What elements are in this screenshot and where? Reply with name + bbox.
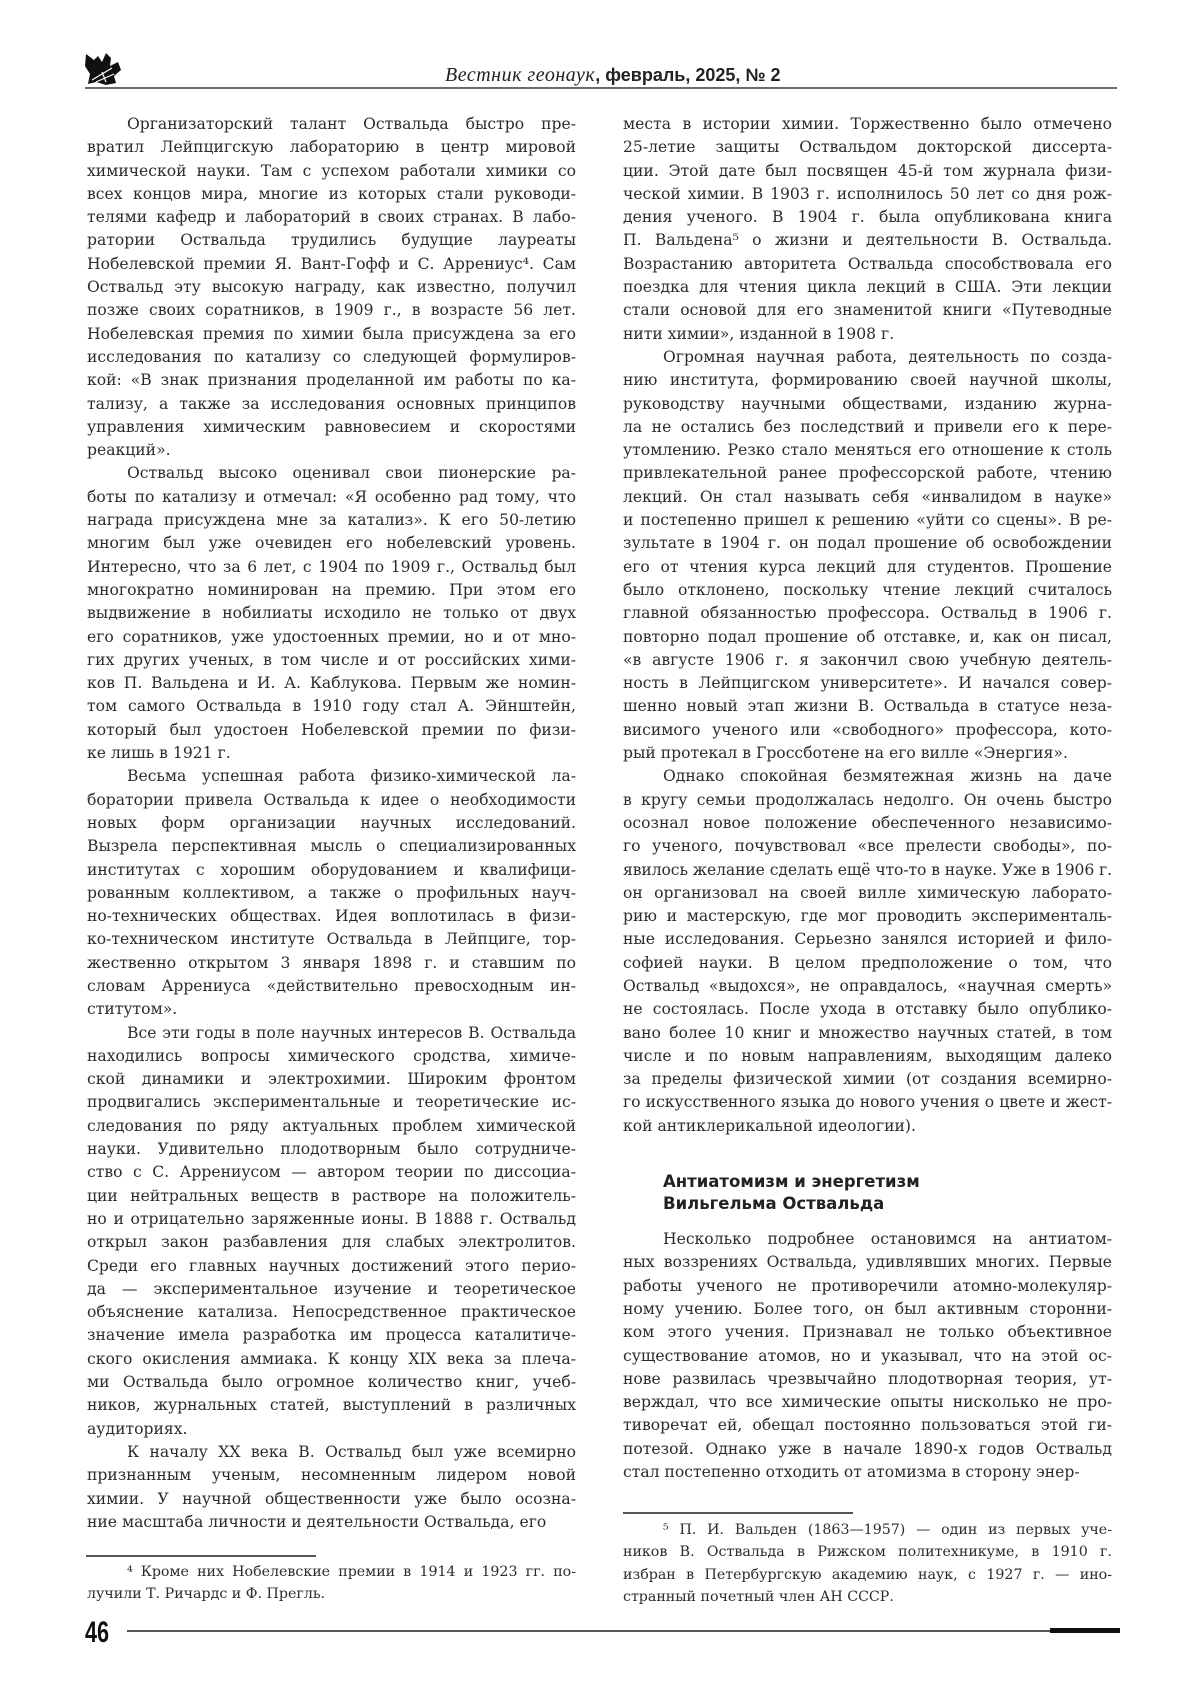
text-line: позже своих соратников, в 1909 г., в возрасте 56 лет. <box>87 299 576 322</box>
footnote-5 <box>623 1519 1112 1609</box>
text-line: Нобелевская премия по химии была присуждена за его <box>87 323 576 346</box>
text-line: значение имела разработка им процесса каталитиче- <box>87 1324 576 1347</box>
text-line: рый протекал в Гроссботене на его вилле «Энергия». <box>623 742 1112 765</box>
text-line: «в августе 1906 г. я закончил свою учебную деятель- <box>623 649 1112 672</box>
text-line: зультате в 1904 г. он подал прошение об освобождении <box>623 532 1112 555</box>
text-line: стал постепенно отходить от атомизма в сторону энер- <box>623 1461 1112 1484</box>
text-line: тализу, а также за исследования основных принципов <box>87 393 576 416</box>
text-line: объяснение катализа. Непосредственное практическое <box>87 1301 576 1324</box>
paragraph <box>87 462 576 765</box>
text-line: словам Аррениуса «действительно превосходным ин- <box>87 975 576 998</box>
text-line: Организаторский талант Оствальда быстро пре- <box>87 113 576 136</box>
text-line: в кругу семьи продолжалась недолго. Он очень быстро <box>623 789 1112 812</box>
text-line: ство с С. Аррениусом — автором теории по диссоциа- <box>87 1161 576 1184</box>
text-line: Несколько подробнее остановимся на антиатом- <box>623 1228 1112 1251</box>
text-line: многократно номинирован на премию. При этом его <box>87 579 576 602</box>
text-line: Оствальд эту высокую награду, как известно, получил <box>87 276 576 299</box>
text-line: институтах с хорошим оборудованием и квалифици- <box>87 859 576 882</box>
text-line: го ученого, почувствовал «все прелести свободы», по- <box>623 835 1112 858</box>
section-heading-line: Антиатомизм и энергетизм <box>663 1171 1112 1193</box>
text-line: ков П. Вальдена и И. А. Каблукова. Первым же номин- <box>87 672 576 695</box>
text-line: верждал, что все химические опыты нисколько не про- <box>623 1391 1112 1414</box>
text-line: лучили Т. Ричардс и Ф. Прегль. <box>87 1583 576 1605</box>
text-line: Интересно, что за 6 лет, с 1904 по 1909 г., Оствальд был <box>87 556 576 579</box>
text-line: признанным ученым, несомненным лидером новой <box>87 1464 576 1487</box>
text-line: Огромная научная работа, деятельность по созда- <box>623 346 1112 369</box>
text-line: ных воззрениях Оствальда, удивлявших многих. Первые <box>623 1251 1112 1274</box>
text-line: том самого Оствальда в 1910 году стал А. Эйнштейн, <box>87 695 576 718</box>
text-line: новых форм организации научных исследований. <box>87 812 576 835</box>
section-heading-line: Вильгельма Оствальда <box>663 1193 1112 1215</box>
paragraph <box>623 113 1112 346</box>
text-line: висимого ученого или «свободного» профессора, кото- <box>623 719 1112 742</box>
text-line: Вызрела перспективная мысль о специализированных <box>87 835 576 858</box>
text-line: боратории привела Оствальда к идее о необходимости <box>87 789 576 812</box>
text-line: Среди его главных научных достижений этого перио- <box>87 1255 576 1278</box>
text-line: поездка для чтения цикла лекций в США. Эти лекции <box>623 276 1112 299</box>
text-line: ке лишь в 1921 г. <box>87 742 576 765</box>
text-line: дения ученого. В 1904 г. была опубликована книга <box>623 206 1112 229</box>
text-line: кой: «В знак признания проделанной им работы по ка- <box>87 369 576 392</box>
text-line: ции. Этой дате был посвящен 45-й том журнала физи- <box>623 160 1112 183</box>
text-line: ститутом». <box>87 998 576 1021</box>
right-column <box>623 113 1112 1484</box>
text-line: 25-летие защиты Оствальдом докторской диссерта- <box>623 136 1112 159</box>
text-line: повторно подал прошение об отставке, и, как он писал, <box>623 626 1112 649</box>
text-line: ческой химии. В 1903 г. исполнилось 50 лет со дня рож- <box>623 183 1112 206</box>
text-line: Все эти годы в поле научных интересов В. Оствальда <box>87 1022 576 1045</box>
text-line: реакций». <box>87 439 576 462</box>
text-line: выдвижение в нобилиаты исходило не только от двух <box>87 602 576 625</box>
text-line: лекций. Он стал называть себя «инвалидом в науке» <box>623 486 1112 509</box>
text-line: аудиториях. <box>87 1418 576 1441</box>
text-line: работы ученого не противоречили атомно-молекуляр- <box>623 1275 1112 1298</box>
text-line: ников В. Оствальда в Рижском политехникуме, в 1910 г. <box>623 1541 1112 1563</box>
text-line: ской динамики и электрохимии. Широким фронтом <box>87 1068 576 1091</box>
text-line: софией науки. В целом предположение о том, что <box>623 952 1112 975</box>
text-line: находились вопросы химического сродства, химиче- <box>87 1045 576 1068</box>
text-line: ко-техническом институте Оствальда в Лейпциге, тор- <box>87 928 576 951</box>
paragraph <box>623 1228 1112 1484</box>
text-line: шенно новый этап жизни В. Оствальда в статусе неза- <box>623 695 1112 718</box>
text-line: ского окисления аммиака. К концу XIX века за плеча- <box>87 1348 576 1371</box>
text-line: не состоялась. После ухода в отставку было опублико- <box>623 998 1112 1021</box>
text-line: химической науки. Там с успехом работали химики со <box>87 160 576 183</box>
text-line: ников, журнальных статей, выступлений в различных <box>87 1394 576 1417</box>
text-line: награда присуждена мне за катализ». К его 50-летию <box>87 509 576 532</box>
text-line: многим был уже очевиден его нобелевский уровень. <box>87 532 576 555</box>
text-line: ратории Оствальда трудились будущие лауреаты <box>87 229 576 252</box>
text-line: было отклонено, поскольку чтение лекций считалось <box>623 579 1112 602</box>
paragraph <box>623 346 1112 765</box>
text-line: он организовал на своей вилле химическую лаборато- <box>623 882 1112 905</box>
running-header <box>445 64 780 87</box>
header-rule <box>85 87 1117 89</box>
text-line: руководству научными обществами, изданию журна- <box>623 393 1112 416</box>
text-line: ному учению. Более того, он был активным сторонни- <box>623 1298 1112 1321</box>
text-line: за пределы физической химии (от создания всемирно- <box>623 1068 1112 1091</box>
text-line: его от чтения курса лекций для студентов. Прошение <box>623 556 1112 579</box>
footnote-4 <box>87 1561 576 1606</box>
text-line: ции нейтральных веществ в растворе на положитель- <box>87 1185 576 1208</box>
text-line: боты по катализу и отмечал: «Я особенно рад тому, что <box>87 486 576 509</box>
text-line: ⁴ Кроме них Нобелевские премии в 1914 и 1923 гг. по- <box>87 1561 576 1583</box>
text-line: управления химическим равновесием и скоростями <box>87 416 576 439</box>
text-line: кой антиклерикальной идеологии). <box>623 1115 1112 1138</box>
footnote-separator <box>623 1512 853 1514</box>
text-line: ла не остались без последствий и привели его к пере- <box>623 416 1112 439</box>
text-line: Нобелевской премии Я. Вант-Гофф и С. Аррениус⁴. Сам <box>87 253 576 276</box>
text-line: его соратников, уже удостоенных премии, но и от мно- <box>87 626 576 649</box>
text-line: главной обязанностью профессора. Оствальд в 1906 г. <box>623 602 1112 625</box>
text-line: гих других ученых, в том числе и от российских хими- <box>87 649 576 672</box>
text-line: тиворечат ей, обещал постоянно пользоваться этой ги- <box>623 1414 1112 1437</box>
text-line: рованным коллективом, а также о профильных науч- <box>87 882 576 905</box>
text-line: Возрастанию авторитета Оствальда способствовала его <box>623 253 1112 276</box>
text-line: ком этого учения. Признавал не только объективное <box>623 1321 1112 1344</box>
issue-info: , февраль, 2025, № 2 <box>595 65 780 85</box>
text-line: вратил Лейпцигскую лабораторию в центр мировой <box>87 136 576 159</box>
paragraph <box>87 113 576 462</box>
text-line: всех концов мира, многие из которых стали руководи- <box>87 183 576 206</box>
page-number: 46 <box>85 1616 109 1650</box>
text-line: исследования по катализу со следующей формулиров- <box>87 346 576 369</box>
text-line: Весьма успешная работа физико-химической ла- <box>87 765 576 788</box>
text-line: и постепенно пришел к решению «уйти со сцены». В ре- <box>623 509 1112 532</box>
text-line: осознал новое положение обеспеченного независимо- <box>623 812 1112 835</box>
text-line: стали основой для его знаменитой книги «Путеводные <box>623 299 1112 322</box>
text-line: Однако спокойная безмятежная жизнь на даче <box>623 765 1112 788</box>
text-line: рию и мастерскую, где мог проводить эксперименталь- <box>623 905 1112 928</box>
section-heading <box>623 1171 1112 1215</box>
text-line: избран в Петербургскую академию наук, с 1927 г. — ино- <box>623 1564 1112 1586</box>
text-line: открыл закон разбавления для слабых электролитов. <box>87 1231 576 1254</box>
text-line: странный почетный член АН СССР. <box>623 1586 1112 1608</box>
footer-rule <box>127 1630 1052 1632</box>
text-line: телями кафедр и лабораторий в своих странах. В лабо- <box>87 206 576 229</box>
text-line: существование атомов, но и указывал, что на этой ос- <box>623 1345 1112 1368</box>
text-line: вано более 10 книг и множество научных статей, в том <box>623 1022 1112 1045</box>
text-line: П. Вальдена⁵ о жизни и деятельности В. Оствальда. <box>623 229 1112 252</box>
text-line: продвигались экспериментальные и теоретические ис- <box>87 1091 576 1114</box>
text-line: Оствальд «выдохся», не оправдалось, «научная смерть» <box>623 975 1112 998</box>
text-line: который был удостоен Нобелевской премии по физи- <box>87 719 576 742</box>
text-line: химии. У научной общественности уже было осозна- <box>87 1488 576 1511</box>
text-line: но и отрицательно заряженные ионы. В 1888 г. Оствальд <box>87 1208 576 1231</box>
text-line: ние масштаба личности и деятельности Оствальда, его <box>87 1511 576 1534</box>
journal-logo-icon <box>84 52 122 86</box>
text-line: ми Оствальда было огромное количество книг, учеб- <box>87 1371 576 1394</box>
text-line: ность в Лейпцигском университете». И начался совер- <box>623 672 1112 695</box>
text-line: нове развилась чрезвычайно плодотворная теория, ут- <box>623 1368 1112 1391</box>
paragraph <box>87 1441 576 1534</box>
text-line: нити химии», изданной в 1908 г. <box>623 323 1112 346</box>
paragraph <box>87 1022 576 1441</box>
text-line: го искусственного языка до нового учения о цвете и жест- <box>623 1091 1112 1114</box>
text-line: потезой. Однако уже в начале 1890-х годов Оствальд <box>623 1438 1112 1461</box>
text-line: ные исследования. Серьезно занялся историей и фило- <box>623 928 1112 951</box>
text-line: Оствальд высоко оценивал свои пионерские ра- <box>87 462 576 485</box>
text-line: числе и по новым направлениям, выходящим далеко <box>623 1045 1112 1068</box>
paragraph <box>623 765 1112 1138</box>
text-line: явилось желание сделать ещё что-то в науке. Уже в 1906 г. <box>623 859 1112 882</box>
text-line: науки. Удивительно плодотворным было сотрудниче- <box>87 1138 576 1161</box>
text-line: ⁵ П. И. Вальден (1863—1957) — один из первых уче- <box>623 1519 1112 1541</box>
text-line: да — экспериментальное изучение и теоретическое <box>87 1278 576 1301</box>
text-line: места в истории химии. Торжественно было отмечено <box>623 113 1112 136</box>
text-line: следования по ряду актуальных проблем химической <box>87 1115 576 1138</box>
text-line: нию института, формированию своей научной школы, <box>623 369 1112 392</box>
footnote-separator <box>86 1555 316 1557</box>
text-line: привлекательной ранее профессорской работе, чтению <box>623 462 1112 485</box>
journal-title: Вестник геонаук <box>445 64 595 86</box>
paragraph <box>87 765 576 1021</box>
footer-rule-accent <box>1050 1628 1120 1633</box>
text-line: жественно открытом 3 января 1898 г. и ставшим по <box>87 952 576 975</box>
left-column <box>87 113 576 1534</box>
text-line: но-технических обществах. Идея воплотилась в физи- <box>87 905 576 928</box>
text-line: К началу XX века В. Оствальд был уже всемирно <box>87 1441 576 1464</box>
text-line: утомлению. Резко стало меняться его отношение к столь <box>623 439 1112 462</box>
